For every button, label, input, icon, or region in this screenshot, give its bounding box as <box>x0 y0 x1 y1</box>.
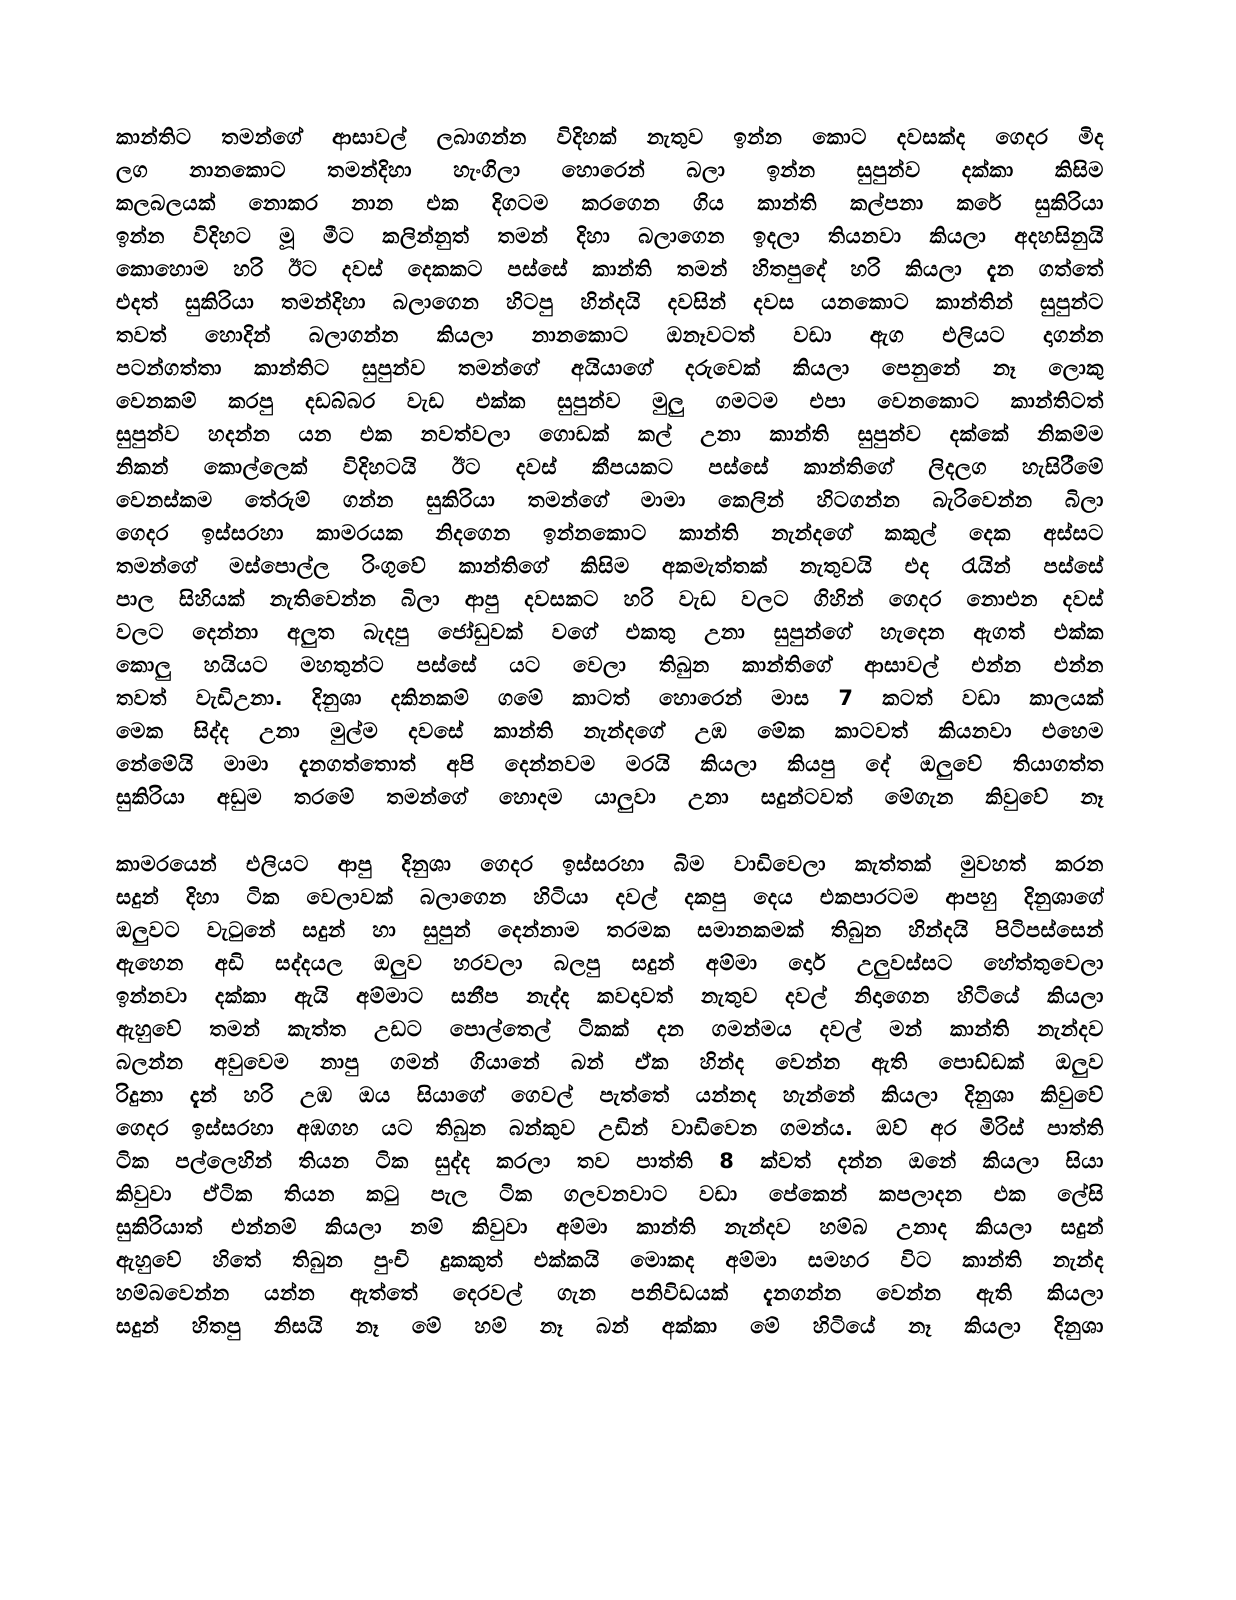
text-line: කාන්තිට තමන්ගේ ආසාවල් ලබාගන්න විදිහක් නැතුව ඉන්න කොට දවසක්ද ගෙදර මිද <box>116 125 1104 149</box>
text-line: කලබලයක් නොකර නාන එක දිගටම කරගෙන ගිය කාන්ති කල්පනා කරේ සුකිරියා <box>116 191 1104 215</box>
text-line: එදත් සුකිරියා තමන්දිහා බලාගෙන හිටපු හින්දයි දවසින් දවස යනකොට කාන්තින් සුපුන්ට <box>116 290 1104 314</box>
text-line: කාමරයෙන් එලියට ආපු දිනුශා ගෙදර ඉස්සරහා බිම වාඩිවෙලා කැත්තක් මුවහත් කරන <box>116 852 1104 876</box>
text-line: සුකිරියාත් එන්නම් කියලා නම් කිවුවා අම්මා කාන්ති නැන්දව හම්බ උනාද කියලා සදුන් <box>116 1215 1104 1239</box>
text-line: මෙක සිද්ද උනා මුල්ම දවසේ කාන්ති නැන්දගේ උඹ මේක කාටවත් කියනවා එහෙම <box>116 719 1104 743</box>
text-line: පාල සිහියක් නැතිවෙන්න බිලා ආපු දවසකට හරි වැඩ වලට ගිහින් ගෙදර නොඑන දවස් <box>116 587 1104 611</box>
text-line: බලන්න අවුවෙම නාපු ගමන් ගියානේ බන් ඒක හින්ද වෙන්න ඇති පොඩ්ඩක් ඔලුව <box>116 1050 1104 1074</box>
text-line: තමන්ගේ මස්පොල්ල රිංගුවේ කාන්තිගේ කිසිම අකමැත්තක් නැතුවයි එද රැයින් පස්සේ <box>116 554 1104 578</box>
text-line: ටික පල්ලෙහින් තියන ටික සුද්ද කරලා තව පාත්ති 8 ක්වත් දන්න ඔනේ කියලා සියා <box>116 1149 1104 1173</box>
text-line: සදුන් දිහා ටික වෙලාවක් බලාගෙන හිටියා දවල් දකපු දෙය එකපාරටම ආපහු දිනුශාගේ <box>116 885 1104 909</box>
text-line: ඉන්නවා දක්කා ඇයි අම්මාට සනීප නැද්ද කවදාවත් නැතුව දවල් නිදාගෙන හිටියේ කියලා <box>116 984 1104 1008</box>
text-line: තවත් වැඩිඋනා. දිනුශා දකිනකම් ගමේ කාටත් හොරෙන් මාස 7 කටත් වඩා කාලයක් <box>116 686 1104 710</box>
text-line: ඇහෙන අඩි සද්දයල ඔලුව හරවලා බලපු සදුන් අම්මා දොර් උලුවස්සට හේත්තුවෙලා <box>116 951 1104 975</box>
text-line: තවත් හොදින් බලාගන්න කියලා නානකොට ඔනෑවටත් වඩා ඇග එලියට දාගන්න <box>116 323 1104 347</box>
text-line: හම්බවෙන්න යන්න ඇත්තේ දෙරවල් ගැන පනිවිඩයක් දැනගන්න වෙන්න ඇති කියලා <box>116 1281 1104 1305</box>
text-line: කොලු හයියට මහතුන්ට පස්සේ යට වෙලා තිබුන කාන්තිගේ ආසාවල් එන්න එන්න <box>116 653 1104 677</box>
text-line: වලට දෙන්නා අලුත බැදපු ජෝඩුවක් වගේ එකතු උනා සුපුන්ගේ හැදෙන ඇගත් එක්ක <box>116 620 1104 644</box>
paragraph-1 <box>116 121 1104 814</box>
text-line: සදුන් හිතපු නිසයි නෑ මේ හම් නෑ බන් අක්කා මේ හිටියේ නෑ කියලා දිනුශා <box>116 1314 1104 1338</box>
text-line: වෙනකම් කරපු දඩබ්බර වැඩ එක්ක සුපුන්ව මුලු ගමටම එපා වෙනකොට කාන්තිටත් <box>116 389 1104 413</box>
text-line: ගෙදර ඉස්සරහා කාමරයක නිදගෙන ඉන්නකොට කාන්ති නැන්දගේ කකුල් දෙක අස්සට <box>116 521 1104 545</box>
text-line: වෙනස්කම තේරුම් ගන්න සුකිරියා තමන්ගේ මාමා කෙලින් හිටගන්න බැරිවෙන්න බිලා <box>116 488 1104 512</box>
paragraph-2 <box>116 848 1104 1343</box>
text-line: කිවුවා ඒටික තියන කටු පැල ටික ගලවනවාට වඩා පේකෙන් කපලාදන එක ලේසි <box>116 1182 1104 1206</box>
text-line: සුපුන්ව හදන්න යන එක නවත්වලා ගොඩක් කල් උනා කාන්ති සුපුන්ව දක්කේ නිකම්ම <box>116 422 1104 446</box>
text-line: නේමේයි මාමා දැනගත්තොත් අපි දෙන්නවම මරයි කියලා කියපු දේ ඔලුවේ තියාගත්ත <box>116 752 1104 776</box>
text-line: නිකන් කොල්ලෙක් විදිහටයි ඊට දවස් කීපයකට පස්සේ කාන්තිගේ ලිදලග හැසිරීමේ <box>116 455 1104 479</box>
text-line: සුකිරියා අඩුම තරමේ තමන්ගේ හොදම යාලුවා උනා සදුන්ටවත් මේගැන කිවුවේ නෑ <box>116 785 1104 809</box>
text-line: ගෙදර ඉස්සරහා අඹගහ යට තිබුන බන්කුව උඩින් වාඩිවෙන ගමන්ය. ඔව් අර මිරිස් පාත්ති <box>116 1116 1104 1140</box>
text-line: කොහොම හරි ඊට දවස් දෙකකට පස්සේ කාන්ති තමන් හිතපුදේ හරි කියලා දැන ගත්තේ <box>116 257 1104 281</box>
text-line: ඔලුවට වැටුනේ සදුන් හා සුපුන් දෙන්නාම තරමක සමානකමක් තිබුන හින්දයි පිටිපස්සෙන් <box>116 918 1104 942</box>
text-line: ඇහුවේ තමන් කැත්ත උඩට පොල්තෙල් ටිකක් දන ගමන්මය දවල් මන් කාන්ති නැන්දව <box>116 1017 1104 1041</box>
text-line: රිදුනා දැන් හරි උඹ ඔය සියාගේ ගෙවල් පැත්තේ යන්නද හැන්නේ කියලා දිනුශා කිවුවේ <box>116 1083 1104 1107</box>
text-line: ඇහුවේ හිතේ තිබුන පුංචි දුකකුත් එක්කයි මොකද අම්මා සමහර විට කාන්ති නැන්ද <box>116 1248 1104 1272</box>
text-line: පටන්ගත්තා කාන්තිට සුපුන්ව තමන්ගේ අයියාගේ දරුවෙක් කියලා පෙනුනේ නෑ ලොකු <box>116 356 1104 380</box>
text-line: ලග නානකොට තමන්දිහා හැංගිලා හොරෙන් බලා ඉන්න සුපුන්ව දක්කා කිසිම <box>116 158 1104 182</box>
text-line: ඉන්න විදිහට මූ මීට කලින්නුත් තමන් දිහා බලාගෙන ඉදලා තියනවා කියලා අදහසිනුයි <box>116 224 1104 248</box>
